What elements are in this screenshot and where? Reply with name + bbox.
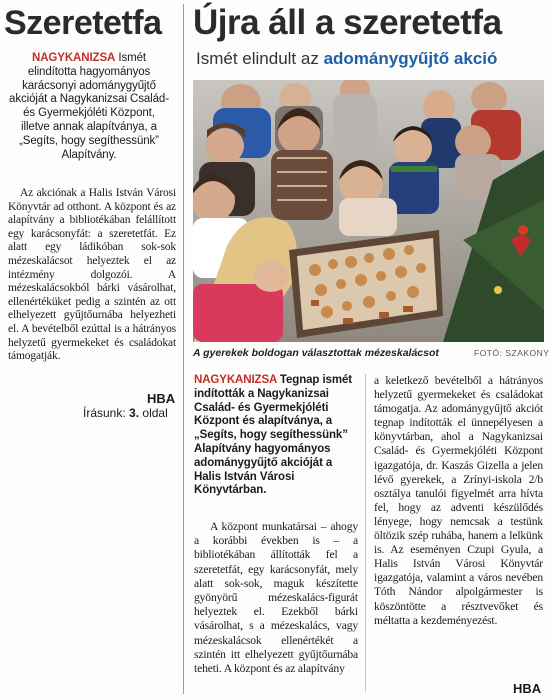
left-body-text: Az akciónak a Halis István Városi Könyvtár ad otthont. A központ és az alapítvány a bibliotékában felállított egy karácsonyfát: a szeretetfát. Ez alatt egy ládikóban sok-sok mézeskalácsot helyeztek el az intézmény dolgozói. A mézeskalácsokból bárki vásárolhat, ellenértéküket pedig a szintén az ott elhelyezett gyűjtőurnába helyezheti el. A bevételből ezúttal is a hátrányos helyzetű gyermekeket és családokat támogatják. (8, 187, 176, 363)
right-subheadline (196, 49, 497, 69)
left-signature: HBA (147, 391, 176, 406)
left-lead-place: NAGYKANIZSA (32, 52, 116, 64)
photo-caption: A gyerekek boldogan választottak mézeskalácsot (193, 347, 439, 359)
column-divider (183, 4, 184, 694)
right-col1-body (194, 520, 358, 676)
page-ref-label: Írásunk: (83, 406, 126, 420)
photo (193, 80, 544, 342)
page-ref-number: 3. (129, 406, 140, 420)
right-signature: HBA (513, 681, 542, 696)
left-lead-text: Ismét elindította hagyományos karácsonyi adománygyűjtő akcióját a Nagykanizsai Család- és Gyermekjóléti Központ, illetve annak alapítványa, a „Segíts, hogy segíthessünk” Alapítvány. (9, 52, 169, 161)
left-headline: Szeretetfa (4, 4, 162, 42)
children-with-gingerbread-photo (193, 80, 544, 342)
right-lead-place: NAGYKANIZSA (194, 374, 277, 386)
inner-column-divider (365, 374, 366, 692)
page-reference (83, 406, 168, 420)
right-lead (194, 374, 356, 498)
right-col1-text: A központ munkatársai – ahogy a korábbi években is – a bibliotékában állították fel a szeretetfát, egy karácsonyfát, mely alatt sok-sok, maguk készítette gyönyörű mézeskalács-figurát helyeztek el. Ezekből bárki vásárolhat, s a mézeskalács, vagy mézeskalácsok ellenértékét a szintén itt elhelyezett gyűjtőurnába teheti. A központ és az alapítvány (194, 520, 358, 676)
left-lead (9, 52, 169, 162)
subheadline-plain: Ismét elindult az (196, 49, 324, 68)
right-headline: Újra áll a szeretetfa (193, 3, 502, 42)
photo-credit: FOTÓ: SZAKONY (474, 348, 550, 358)
right-col2-text: a keletkező bevételből a hátrányos helyzetű gyermekeket és családokat támogatja. Az adománygyűjtő akciót tegnap indították el ünnepélyesen a könyvtárban, ahol a Nagykanizsai Család- és Gyermekjóléti Központ igazgatója, dr. Kaszás Gizella a jelen lévő gyerekek, a Zrínyi-iskola 2/b osztálya tanulói figyelmét arra hívta fel, hogy az adventi készülődés lényege, hogy nemcsak a testünk öltözik szép ruhába, hanem a lelkünk is. Az eseményen Czupi Gyula, a Halis István Városi Könyvtár igazgatója, valamint a város nevében Tóth Nándor alpolgármester is köszöntötte a résztvevőket és méltatta a kezdeményezést. (374, 374, 543, 627)
subheadline-bold: adománygyűjtő akció (323, 49, 498, 68)
page-ref-unit: oldal (142, 406, 168, 420)
right-lead-text: Tegnap ismét indították a Nagykanizsai Család- és Gyermekjóléti Központ és alapítványa, a „Segíts, hogy segíthessünk” Alapítvány hagyományos adománygyűjtő akcióját a Halis István Városi Könyvtárban. (194, 374, 352, 497)
left-body (8, 187, 176, 364)
right-col2-body (374, 374, 543, 628)
